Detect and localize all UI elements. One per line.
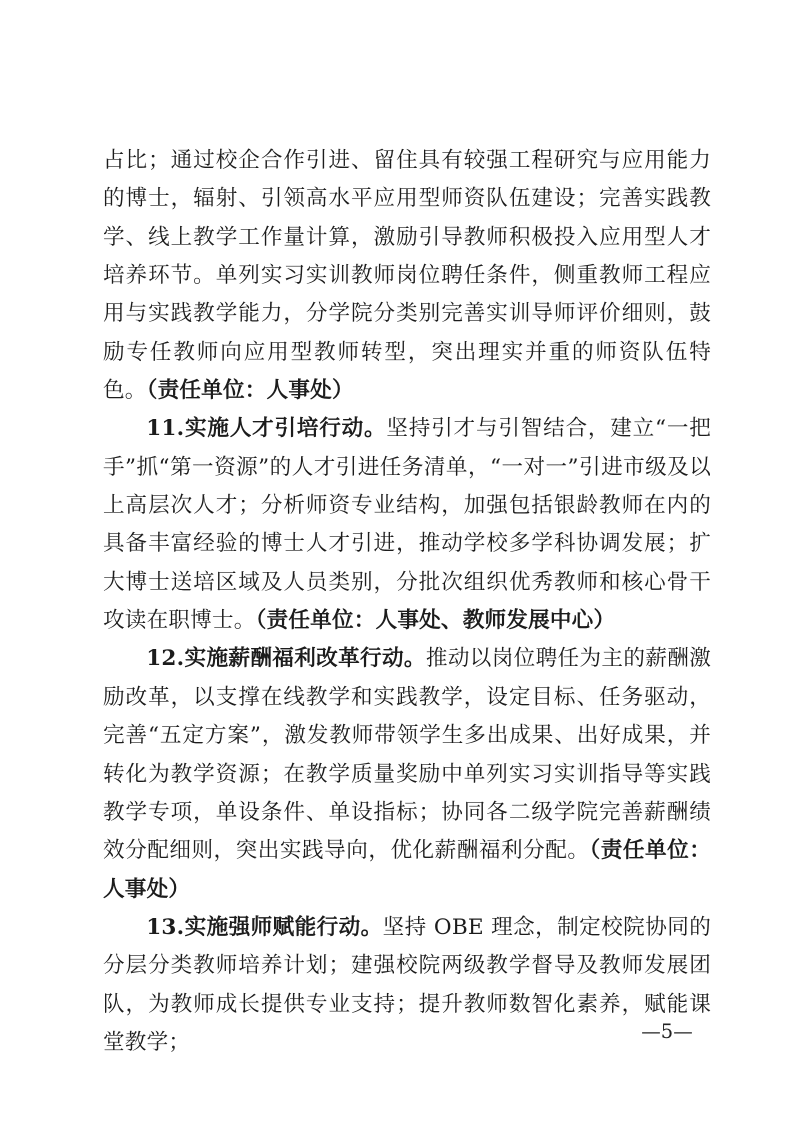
page-number: —5— bbox=[641, 1020, 693, 1043]
paragraph bbox=[103, 142, 711, 410]
responsibility-note: （责任单位：人事处、教师发展中心） bbox=[255, 608, 616, 634]
body-text: 占比；通过校企合作引进、留住具有较强工程研究与应用能力的博士，辐射、引领高水平应用型师资队伍建设；完善实践教学、线上教学工作量计算，激励引导教师积极投入应用型人才培养环节。单列实习实训教师岗位聘任条件，侧重教师工程应用与实践教学能力，分学院分类别完善实训导师评价细则，鼓励专任教师向应用型教师转型，突出理实并重的师资队伍特色。 bbox=[103, 148, 711, 404]
document-body bbox=[103, 142, 711, 1062]
responsibility-note: （责任单位：人事处） bbox=[103, 838, 712, 902]
paragraph bbox=[103, 909, 711, 1062]
action-item-heading: 13.实施强师赋能行动。 bbox=[146, 914, 383, 940]
body-text: 推动以岗位聘任为主的薪酬激励改革，以支撑在线教学和实践教学，设定目标、任务驱动，完善“五定方案”，激发教师带领学生多出成果、出好成果，并转化为教学资源；在教学质量奖励中单列实习实训指导等实践教学专项，单设条件、单设指标；协同各二级学院完善薪酬绩效分配细则，突出实践导向，优化薪酬福利分配。 bbox=[103, 646, 711, 864]
body-text: 坚持引才与引智结合，建立“一把手”抓“第一资源”的人才引进任务清单，“一对一”引进市级及以上高层次人才；分析师资专业结构，加强包括银龄教师在内的具备丰富经验的博士人才引进，推动学校多学科协调发展；扩大博士送培区域及人员类别，分批次组织优秀教师和核心骨干攻读在职博士。 bbox=[103, 416, 712, 634]
paragraph bbox=[103, 640, 711, 908]
responsibility-note: （责任单位：人事处） bbox=[146, 378, 354, 404]
paragraph bbox=[103, 410, 711, 640]
action-item-heading: 11.实施人才引培行动。 bbox=[146, 416, 387, 442]
action-item-heading: 12.实施薪酬福利改革行动。 bbox=[146, 646, 426, 672]
body-text: 坚持 OBE 理念，制定校院协同的分层分类教师培养计划；建强校院两级教学督导及教师发展团队，为教师成长提供专业支持；提升教师数智化素养，赋能课堂教学； bbox=[103, 914, 712, 1055]
